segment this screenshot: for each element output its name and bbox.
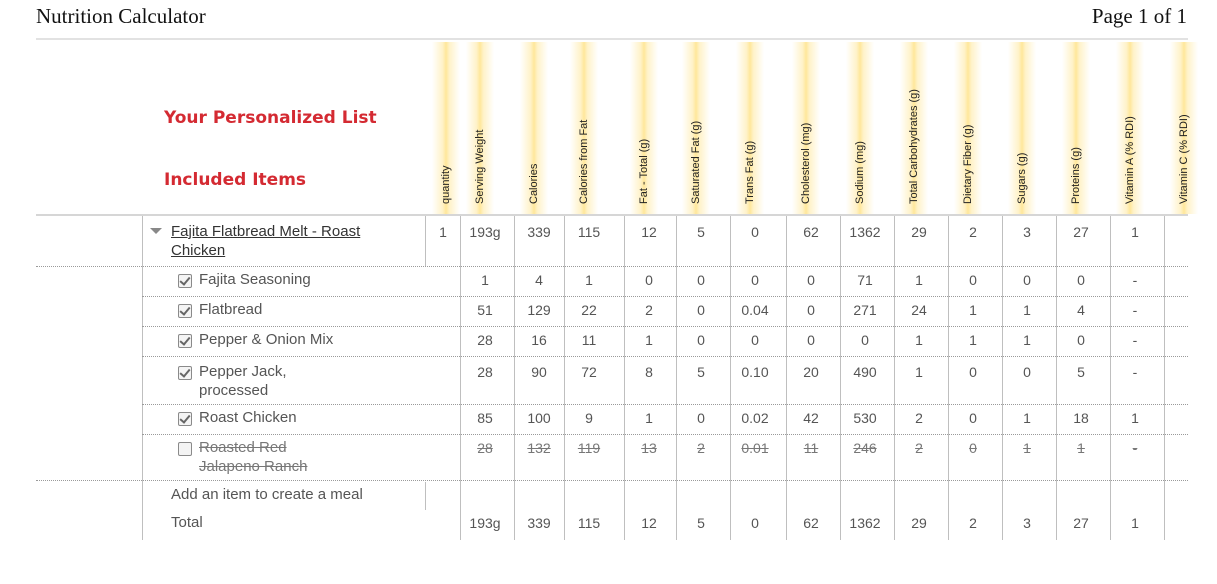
- nutrient-value: 1362: [849, 224, 881, 240]
- nutrient-value: 530: [853, 410, 877, 426]
- nutrient-value: 5: [697, 515, 705, 531]
- grid-column-line: [676, 216, 677, 540]
- row-divider: [142, 326, 1188, 327]
- column-header-label: Calories: [528, 163, 540, 204]
- column-header[interactable]: [520, 42, 548, 214]
- column-header-label: Trans Fat (g): [744, 140, 756, 204]
- nutrient-value: 129: [527, 302, 551, 318]
- nutrient-value: 1: [481, 272, 489, 288]
- nutrient-value: 0: [1077, 272, 1085, 288]
- nutrient-value: 24: [911, 302, 927, 318]
- nutrient-value: 5: [697, 224, 705, 240]
- nutrient-value: 0: [1023, 272, 1031, 288]
- column-header[interactable]: [682, 42, 710, 214]
- nutrient-value: 0: [697, 272, 705, 288]
- nutrient-value: 62: [803, 515, 819, 531]
- nutrient-value: 2: [697, 440, 705, 456]
- column-header[interactable]: [1062, 42, 1090, 214]
- nutrient-value: 1: [915, 332, 923, 348]
- column-header-label: Calories from Fat: [578, 119, 590, 204]
- nutrient-value: 18: [1073, 410, 1089, 426]
- nutrient-value: 0: [969, 272, 977, 288]
- column-header[interactable]: [792, 42, 820, 214]
- nutrient-value: 62: [803, 224, 819, 240]
- nutrient-value: 339: [527, 515, 551, 531]
- column-header-label: Dietary Fiber (g): [962, 124, 974, 204]
- nutrient-value: 42: [803, 410, 819, 426]
- column-header-label: Serving Weight: [474, 129, 486, 204]
- ingredient-name: Fajita Seasoning: [199, 271, 311, 288]
- nutrient-value: 1: [1023, 410, 1031, 426]
- nutrient-value: 100: [527, 410, 551, 426]
- column-header[interactable]: [466, 42, 494, 214]
- nutrient-value: 339: [527, 224, 551, 240]
- grid-column-line: [1164, 216, 1165, 540]
- nutrient-value: 0.02: [741, 410, 769, 426]
- nutrient-value: 90: [531, 364, 547, 380]
- grid-column-line: [1056, 216, 1057, 540]
- row-divider: [36, 480, 1188, 481]
- nutrient-value: 5: [697, 364, 705, 380]
- nutrient-value: 1362: [849, 515, 881, 531]
- nutrient-value: 193g: [469, 224, 501, 240]
- checked-checkbox[interactable]: [178, 366, 192, 380]
- nutrient-value: 0: [697, 302, 705, 318]
- nutrient-value: 1: [1131, 224, 1139, 240]
- meal-quantity: 1: [439, 224, 447, 240]
- nutrient-value: 0: [969, 410, 977, 426]
- nutrient-value: 0: [751, 515, 759, 531]
- ingredient-name: Roasted Red Jalapeno Ranch: [199, 439, 308, 475]
- nutrient-value: 12: [641, 224, 657, 240]
- nutrient-value: 1: [915, 272, 923, 288]
- column-header-label: Fat - Total (g): [638, 138, 650, 204]
- nutrient-value: 5: [1077, 364, 1085, 380]
- nutrient-value: 1: [585, 272, 593, 288]
- nutrient-value: 0: [969, 440, 977, 456]
- grid-column-line: [514, 216, 515, 540]
- nutrient-value: 11: [581, 332, 597, 348]
- header-baseline: [36, 214, 1188, 216]
- ingredient-name: Pepper & Onion Mix: [199, 331, 334, 348]
- column-header[interactable]: [900, 42, 928, 214]
- nutrient-value: 1: [969, 332, 977, 348]
- unchecked-checkbox[interactable]: [178, 442, 192, 456]
- column-header-label: Sodium (mg): [854, 141, 866, 204]
- nutrient-value: 13: [641, 440, 657, 456]
- nutrient-value: 115: [577, 224, 601, 240]
- nutrient-value: 0: [697, 410, 705, 426]
- nutrient-value: 16: [531, 332, 547, 348]
- checked-checkbox[interactable]: [178, 334, 192, 348]
- nutrient-value: 0: [645, 272, 653, 288]
- grid-column-line: [840, 216, 841, 540]
- nutrient-value: 0.01: [741, 440, 769, 456]
- column-header-label: Cholesterol (mg): [800, 122, 812, 204]
- grid-column-line: [460, 216, 461, 540]
- column-header[interactable]: [846, 42, 874, 214]
- nutrient-value: 2: [969, 224, 977, 240]
- nutrient-value: 132: [527, 440, 551, 456]
- column-header[interactable]: [954, 42, 982, 214]
- nutrient-value: 0: [861, 332, 869, 348]
- nutrient-value: 1: [915, 364, 923, 380]
- row-divider: [142, 296, 1188, 297]
- nutrient-value: 4: [1077, 302, 1085, 318]
- column-header[interactable]: [736, 42, 764, 214]
- nutrient-value: 1: [1023, 332, 1031, 348]
- nutrient-value: -: [1132, 440, 1138, 456]
- column-header[interactable]: [1008, 42, 1036, 214]
- nutrient-value: 51: [477, 302, 493, 318]
- nutrient-value: 2: [915, 410, 923, 426]
- row-divider: [142, 356, 1188, 357]
- nutrient-value: 1: [1131, 410, 1139, 426]
- nutrient-value: 1: [1023, 440, 1031, 456]
- nutrient-value: 1: [645, 410, 653, 426]
- nutrient-value: 490: [853, 364, 877, 380]
- nutrient-value: 27: [1073, 515, 1089, 531]
- grid-column-line: [1002, 216, 1003, 540]
- column-header-label: quantity: [440, 165, 452, 204]
- nutrient-value: 0.10: [741, 364, 769, 380]
- nutrient-value: 1: [1131, 515, 1139, 531]
- nutrient-value: 0: [969, 364, 977, 380]
- nutrient-value: 20: [803, 364, 819, 380]
- nutrient-value: 1: [969, 302, 977, 318]
- column-header-label: Saturated Fat (g): [690, 120, 702, 204]
- nutrient-value: 0: [1023, 364, 1031, 380]
- nutrient-value: 193g: [469, 515, 501, 531]
- checked-checkbox[interactable]: [178, 274, 192, 288]
- grid-column-line: [730, 216, 731, 540]
- meal-name-link[interactable]: Fajita Flatbread Melt - Roast Chicken: [171, 223, 361, 259]
- column-header-label: Proteins (g): [1070, 147, 1082, 204]
- column-header[interactable]: [1170, 42, 1198, 214]
- nutrient-value: -: [1132, 272, 1138, 288]
- nutrient-value: 9: [585, 410, 593, 426]
- column-header[interactable]: [630, 42, 658, 214]
- column-header[interactable]: [570, 42, 598, 214]
- grid-column-line: [948, 216, 949, 540]
- column-header[interactable]: [1116, 42, 1144, 214]
- grid-column-line: [142, 216, 143, 540]
- ingredient-name: Roast Chicken: [199, 409, 297, 426]
- nutrient-value: 28: [477, 440, 493, 456]
- grid-column-line: [1110, 216, 1111, 540]
- grid-column-line: [564, 216, 565, 540]
- grid-column-line: [425, 216, 426, 266]
- total-label: Total: [171, 514, 203, 531]
- nutrient-value: -: [1132, 332, 1138, 348]
- ingredient-name: Flatbread: [199, 301, 263, 318]
- nutrient-value: 2: [969, 515, 977, 531]
- nutrient-value: 3: [1023, 515, 1031, 531]
- included-items-label: Included Items: [164, 170, 307, 190]
- grid-column-line: [425, 482, 426, 510]
- personalized-list-label: Your Personalized List: [164, 108, 377, 128]
- nutrient-value: 27: [1073, 224, 1089, 240]
- page-indicator: Page 1 of 1: [1091, 4, 1187, 28]
- nutrient-value: -: [1132, 302, 1138, 318]
- nutrient-value: 0: [807, 302, 815, 318]
- expand-triangle-icon[interactable]: [150, 228, 162, 234]
- nutrient-value: 1: [1023, 302, 1031, 318]
- nutrient-value: 28: [477, 364, 493, 380]
- nutrient-value: 2: [915, 440, 923, 456]
- grid-column-line: [786, 216, 787, 540]
- nutrient-value: 0: [1077, 332, 1085, 348]
- column-header-label: Total Carbohydrates (g): [908, 89, 920, 204]
- nutrient-value: 11: [803, 440, 819, 456]
- nutrient-value: -: [1132, 364, 1138, 380]
- nutrient-value: 0: [751, 272, 759, 288]
- nutrient-value: 1: [1077, 440, 1085, 456]
- nutrient-value: 29: [911, 224, 927, 240]
- nutrient-value: 28: [477, 332, 493, 348]
- column-header-label: Vitamin A (% RDI): [1124, 116, 1136, 204]
- nutrient-value: 71: [857, 272, 873, 288]
- grid-column-line: [624, 216, 625, 540]
- column-header[interactable]: [432, 42, 460, 214]
- nutrient-value: 119: [577, 440, 601, 456]
- nutrient-value: 0: [807, 272, 815, 288]
- header-divider: [36, 38, 1188, 40]
- row-divider: [142, 434, 1188, 435]
- row-divider: [36, 266, 1188, 267]
- nutrient-value: 85: [477, 410, 493, 426]
- grid-column-line: [894, 216, 895, 540]
- nutrient-value: 12: [641, 515, 657, 531]
- ingredient-name: Pepper Jack, processed: [199, 363, 287, 399]
- nutrient-value: 0.04: [741, 302, 769, 318]
- nutrient-value: 0: [697, 332, 705, 348]
- checked-checkbox[interactable]: [178, 304, 192, 318]
- nutrient-value: 72: [581, 364, 597, 380]
- nutrient-value: 0: [751, 332, 759, 348]
- nutrient-value: 246: [853, 440, 877, 456]
- row-divider: [142, 404, 1188, 405]
- column-header-label: Sugars (g): [1016, 152, 1028, 204]
- nutrient-value: 0: [751, 224, 759, 240]
- column-header-label: Vitamin C (% RDI): [1178, 114, 1190, 204]
- nutrient-value: 22: [581, 302, 597, 318]
- page-title: Nutrition Calculator: [36, 4, 206, 28]
- nutrient-value: 3: [1023, 224, 1031, 240]
- nutrient-value: 2: [645, 302, 653, 318]
- nutrient-value: 4: [535, 272, 543, 288]
- checked-checkbox[interactable]: [178, 412, 192, 426]
- nutrient-value: 29: [911, 515, 927, 531]
- nutrient-value: 271: [853, 302, 877, 318]
- nutrient-value: 0: [807, 332, 815, 348]
- nutrient-value: 1: [645, 332, 653, 348]
- add-item-link[interactable]: Add an item to create a meal: [171, 486, 363, 503]
- nutrient-value: 115: [577, 515, 601, 531]
- nutrient-value: 8: [645, 364, 653, 380]
